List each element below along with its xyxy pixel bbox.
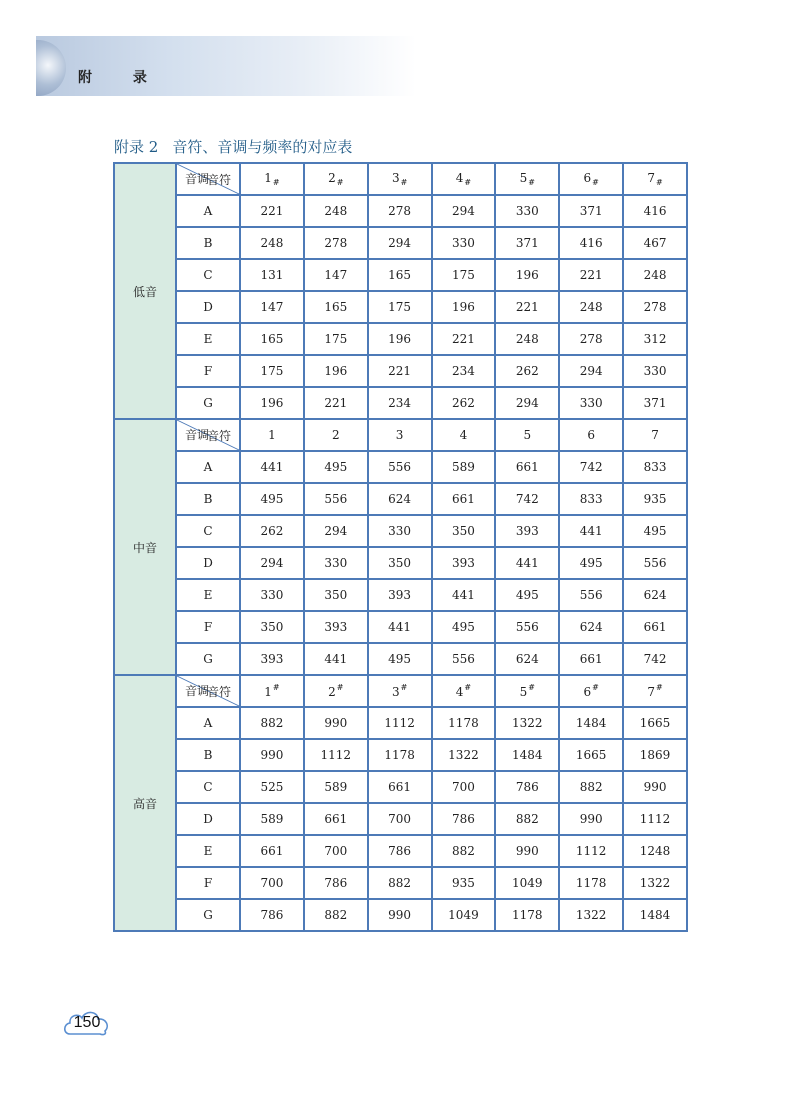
table-row (114, 355, 687, 387)
frequency-cell: 221 (559, 259, 623, 291)
key-cell: F (176, 867, 240, 899)
frequency-cell: 371 (623, 387, 687, 419)
frequency-cell: 882 (559, 771, 623, 803)
frequency-cell: 1178 (495, 899, 559, 931)
note-header-cell (304, 419, 368, 451)
frequency-cell: 700 (304, 835, 368, 867)
frequency-cell: 248 (240, 227, 304, 259)
group-label: 中音 (114, 419, 176, 675)
note-number: 3 (391, 685, 400, 699)
corner-label-note: 音符 (206, 429, 231, 443)
key-cell: B (176, 483, 240, 515)
key-cell: C (176, 259, 240, 291)
frequency-cell: 1869 (623, 739, 687, 771)
frequency-cell: 294 (432, 195, 496, 227)
note-number: 2 (328, 171, 336, 185)
frequency-cell: 990 (240, 739, 304, 771)
frequency-cell: 330 (240, 579, 304, 611)
note-header-cell (240, 163, 304, 195)
frequency-cell: 278 (559, 323, 623, 355)
frequency-cell: 175 (240, 355, 304, 387)
frequency-cell: 1178 (559, 867, 623, 899)
frequency-cell: 350 (368, 547, 432, 579)
note-header-cell (623, 675, 687, 707)
frequency-cell: 262 (432, 387, 496, 419)
note-header-cell (368, 163, 432, 195)
frequency-cell: 661 (623, 611, 687, 643)
table-row (114, 611, 687, 643)
frequency-cell: 1112 (304, 739, 368, 771)
frequency-cell: 248 (495, 323, 559, 355)
sharp-accidental: # (464, 683, 472, 692)
header-row (114, 419, 687, 451)
note-header-cell (559, 675, 623, 707)
group-label: 低音 (114, 163, 176, 419)
corner-header-cell (176, 675, 240, 707)
frequency-cell: 234 (432, 355, 496, 387)
note-header-cell (304, 675, 368, 707)
appendix-number: 附录 2 (114, 138, 159, 156)
frequency-cell: 221 (368, 355, 432, 387)
note-header-cell (432, 163, 496, 195)
table-row (114, 547, 687, 579)
table-row (114, 387, 687, 419)
frequency-cell: 467 (623, 227, 687, 259)
note-header-cell (495, 419, 559, 451)
note-number: 6 (583, 171, 592, 185)
key-cell: E (176, 579, 240, 611)
note-number: 7 (647, 171, 655, 185)
table-row (114, 899, 687, 931)
key-cell: A (176, 195, 240, 227)
frequency-cell: 330 (495, 195, 559, 227)
frequency-cell: 661 (495, 451, 559, 483)
frequency-cell: 165 (368, 259, 432, 291)
note-header-cell (432, 419, 496, 451)
frequency-cell: 786 (304, 867, 368, 899)
frequency-cell: 1665 (623, 707, 687, 739)
frequency-cell: 147 (240, 291, 304, 323)
sharp-accidental: # (272, 178, 280, 187)
frequency-cell: 990 (623, 771, 687, 803)
frequency-cell: 221 (495, 291, 559, 323)
frequency-cell: 441 (432, 579, 496, 611)
key-cell: B (176, 739, 240, 771)
frequency-cell: 833 (559, 483, 623, 515)
frequency-cell: 742 (495, 483, 559, 515)
table-row (114, 259, 687, 291)
frequency-cell: 330 (368, 515, 432, 547)
key-cell: B (176, 227, 240, 259)
frequency-cell: 1484 (623, 899, 687, 931)
frequency-cell: 234 (368, 387, 432, 419)
frequency-cell: 196 (432, 291, 496, 323)
frequency-cell: 990 (368, 899, 432, 931)
frequency-cell: 196 (495, 259, 559, 291)
key-cell: D (176, 547, 240, 579)
corner-header-cell (176, 419, 240, 451)
note-number: 6 (587, 428, 595, 442)
frequency-cell: 935 (623, 483, 687, 515)
note-header-cell (559, 419, 623, 451)
frequency-cell: 786 (432, 803, 496, 835)
table-row (114, 707, 687, 739)
frequency-cell: 742 (623, 643, 687, 675)
note-number: 6 (583, 685, 592, 699)
note-header-cell (623, 419, 687, 451)
corner-label-note: 音符 (206, 173, 231, 187)
corner-header-cell (176, 163, 240, 195)
frequency-cell: 556 (495, 611, 559, 643)
key-cell: F (176, 355, 240, 387)
key-cell: A (176, 707, 240, 739)
frequency-cell: 495 (495, 579, 559, 611)
frequency-cell: 221 (432, 323, 496, 355)
frequency-cell: 441 (240, 451, 304, 483)
table-row (114, 771, 687, 803)
table-row (114, 867, 687, 899)
key-cell: C (176, 515, 240, 547)
key-cell: F (176, 611, 240, 643)
frequency-cell: 221 (304, 387, 368, 419)
frequency-cell: 131 (240, 259, 304, 291)
frequency-cell: 196 (304, 355, 368, 387)
frequency-cell: 786 (368, 835, 432, 867)
frequency-cell: 393 (495, 515, 559, 547)
note-number: 3 (391, 171, 400, 185)
note-number: 4 (455, 685, 464, 699)
frequency-cell: 441 (495, 547, 559, 579)
sharp-accidental: # (272, 683, 280, 692)
frequency-cell: 882 (240, 707, 304, 739)
frequency-cell: 294 (240, 547, 304, 579)
frequency-cell: 262 (240, 515, 304, 547)
frequency-cell: 1112 (368, 707, 432, 739)
sharp-accidental: # (656, 178, 663, 187)
note-header-cell (495, 163, 559, 195)
frequency-cell: 330 (304, 547, 368, 579)
frequency-cell: 350 (432, 515, 496, 547)
frequency-cell: 990 (559, 803, 623, 835)
frequency-cell: 882 (368, 867, 432, 899)
frequency-cell: 330 (432, 227, 496, 259)
frequency-cell: 556 (559, 579, 623, 611)
corner-label-key: 音调 (185, 684, 210, 698)
frequency-cell: 624 (623, 579, 687, 611)
frequency-cell: 330 (559, 387, 623, 419)
frequency-cell: 556 (623, 547, 687, 579)
frequency-cell: 556 (368, 451, 432, 483)
group-label: 高音 (114, 675, 176, 931)
frequency-cell: 1484 (559, 707, 623, 739)
frequency-cell: 589 (304, 771, 368, 803)
note-number: 4 (459, 428, 468, 442)
key-cell: E (176, 835, 240, 867)
frequency-cell: 371 (559, 195, 623, 227)
frequency-cell: 589 (240, 803, 304, 835)
sharp-accidental: # (528, 683, 535, 692)
frequency-cell: 495 (368, 643, 432, 675)
corner-label-key: 音调 (185, 172, 210, 186)
note-header-cell (240, 675, 304, 707)
note-number: 4 (455, 171, 464, 185)
sharp-accidental: # (336, 683, 344, 692)
key-cell: G (176, 387, 240, 419)
frequency-cell: 661 (368, 771, 432, 803)
header-band (36, 36, 416, 96)
frequency-cell: 742 (559, 451, 623, 483)
frequency-cell: 350 (240, 611, 304, 643)
frequency-cell: 175 (304, 323, 368, 355)
frequency-cell: 1322 (495, 707, 559, 739)
frequency-cell: 294 (559, 355, 623, 387)
note-header-cell (559, 163, 623, 195)
note-number: 1 (268, 428, 276, 442)
frequency-cell: 700 (240, 867, 304, 899)
note-header-cell (432, 675, 496, 707)
frequency-cell: 278 (623, 291, 687, 323)
table-row (114, 803, 687, 835)
header-row (114, 675, 687, 707)
key-cell: D (176, 291, 240, 323)
frequency-cell: 165 (240, 323, 304, 355)
frequency-cell: 221 (240, 195, 304, 227)
frequency-cell: 441 (368, 611, 432, 643)
table-row (114, 643, 687, 675)
frequency-cell: 441 (559, 515, 623, 547)
corner-label-note: 音符 (206, 685, 231, 699)
header-row (114, 163, 687, 195)
key-cell: D (176, 803, 240, 835)
frequency-cell: 1178 (432, 707, 496, 739)
frequency-cell: 882 (304, 899, 368, 931)
frequency-cell: 248 (559, 291, 623, 323)
note-header-cell (623, 163, 687, 195)
note-number: 2 (331, 428, 340, 442)
frequency-cell: 495 (559, 547, 623, 579)
frequency-cell: 147 (304, 259, 368, 291)
note-header-cell (240, 419, 304, 451)
note-number: 1 (264, 171, 272, 185)
table-row (114, 739, 687, 771)
sharp-accidental: # (464, 178, 472, 187)
frequency-cell: 262 (495, 355, 559, 387)
frequency-cell: 416 (559, 227, 623, 259)
note-number: 7 (651, 428, 659, 442)
frequency-cell: 661 (240, 835, 304, 867)
frequency-cell: 1049 (495, 867, 559, 899)
note-header-cell (304, 163, 368, 195)
appendix-title: 音符、音调与频率的对应表 (172, 138, 353, 156)
frequency-cell: 416 (623, 195, 687, 227)
note-number: 1 (264, 685, 272, 699)
sharp-accidental: # (336, 178, 344, 187)
frequency-cell: 624 (368, 483, 432, 515)
frequency-cell: 1484 (495, 739, 559, 771)
frequency-cell: 1248 (623, 835, 687, 867)
frequency-cell: 371 (495, 227, 559, 259)
note-header-cell (495, 675, 559, 707)
page-number-badge (62, 1006, 112, 1036)
table-row (114, 835, 687, 867)
frequency-cell: 990 (304, 707, 368, 739)
frequency-cell: 1322 (623, 867, 687, 899)
note-number: 3 (395, 428, 404, 442)
frequency-cell: 196 (368, 323, 432, 355)
sharp-accidental: # (592, 683, 599, 692)
frequency-cell: 330 (623, 355, 687, 387)
frequency-cell: 1322 (559, 899, 623, 931)
frequency-cell: 661 (432, 483, 496, 515)
key-cell: A (176, 451, 240, 483)
frequency-cell: 248 (304, 195, 368, 227)
table-row (114, 323, 687, 355)
frequency-cell: 312 (623, 323, 687, 355)
frequency-cell: 882 (495, 803, 559, 835)
frequency-cell: 495 (623, 515, 687, 547)
sharp-accidental: # (656, 683, 663, 692)
frequency-cell: 175 (432, 259, 496, 291)
frequency-cell: 700 (368, 803, 432, 835)
frequency-cell: 393 (304, 611, 368, 643)
frequency-cell: 661 (304, 803, 368, 835)
frequency-cell: 700 (432, 771, 496, 803)
frequency-cell: 294 (368, 227, 432, 259)
frequency-cell: 165 (304, 291, 368, 323)
page-number: 150 (73, 1014, 101, 1031)
frequency-cell: 441 (304, 643, 368, 675)
key-cell: G (176, 899, 240, 931)
frequency-cell: 786 (495, 771, 559, 803)
frequency-cell: 1112 (559, 835, 623, 867)
table-row (114, 579, 687, 611)
key-cell: E (176, 323, 240, 355)
frequency-cell: 556 (304, 483, 368, 515)
frequency-cell: 495 (304, 451, 368, 483)
frequency-cell: 990 (495, 835, 559, 867)
frequency-cell: 393 (368, 579, 432, 611)
note-number: 5 (523, 428, 532, 442)
sharp-accidental: # (528, 178, 535, 187)
table-row (114, 195, 687, 227)
table-title (114, 136, 352, 157)
frequency-cell: 196 (240, 387, 304, 419)
frequency-cell: 495 (240, 483, 304, 515)
note-header-cell (368, 419, 432, 451)
note-number: 5 (519, 685, 528, 699)
frequency-cell: 350 (304, 579, 368, 611)
frequency-cell: 175 (368, 291, 432, 323)
frequency-cell: 624 (559, 611, 623, 643)
frequency-cell: 1665 (559, 739, 623, 771)
frequency-cell: 935 (432, 867, 496, 899)
table-row (114, 451, 687, 483)
frequency-cell: 393 (240, 643, 304, 675)
frequency-cell: 393 (432, 547, 496, 579)
sharp-accidental: # (400, 683, 408, 692)
frequency-cell: 556 (432, 643, 496, 675)
frequency-cell: 1049 (432, 899, 496, 931)
note-number: 7 (647, 685, 655, 699)
table-row (114, 227, 687, 259)
table-row (114, 515, 687, 547)
note-number: 5 (519, 171, 528, 185)
key-cell: C (176, 771, 240, 803)
frequency-cell: 294 (304, 515, 368, 547)
key-cell: G (176, 643, 240, 675)
frequency-cell: 248 (623, 259, 687, 291)
frequency-cell: 1178 (368, 739, 432, 771)
note-header-cell (368, 675, 432, 707)
section-header: 附 录 (78, 70, 165, 86)
frequency-cell: 833 (623, 451, 687, 483)
frequency-cell: 882 (432, 835, 496, 867)
frequency-table (113, 162, 688, 932)
frequency-cell: 661 (559, 643, 623, 675)
table-row (114, 291, 687, 323)
frequency-cell: 589 (432, 451, 496, 483)
frequency-cell: 1322 (432, 739, 496, 771)
frequency-cell: 1112 (623, 803, 687, 835)
frequency-cell: 525 (240, 771, 304, 803)
corner-label-key: 音调 (185, 428, 210, 442)
frequency-cell: 278 (368, 195, 432, 227)
frequency-cell: 495 (432, 611, 496, 643)
frequency-cell: 278 (304, 227, 368, 259)
frequency-cell: 786 (240, 899, 304, 931)
table-row (114, 483, 687, 515)
note-number: 2 (328, 685, 336, 699)
frequency-cell: 294 (495, 387, 559, 419)
sharp-accidental: # (400, 178, 408, 187)
sharp-accidental: # (592, 178, 599, 187)
frequency-cell: 624 (495, 643, 559, 675)
